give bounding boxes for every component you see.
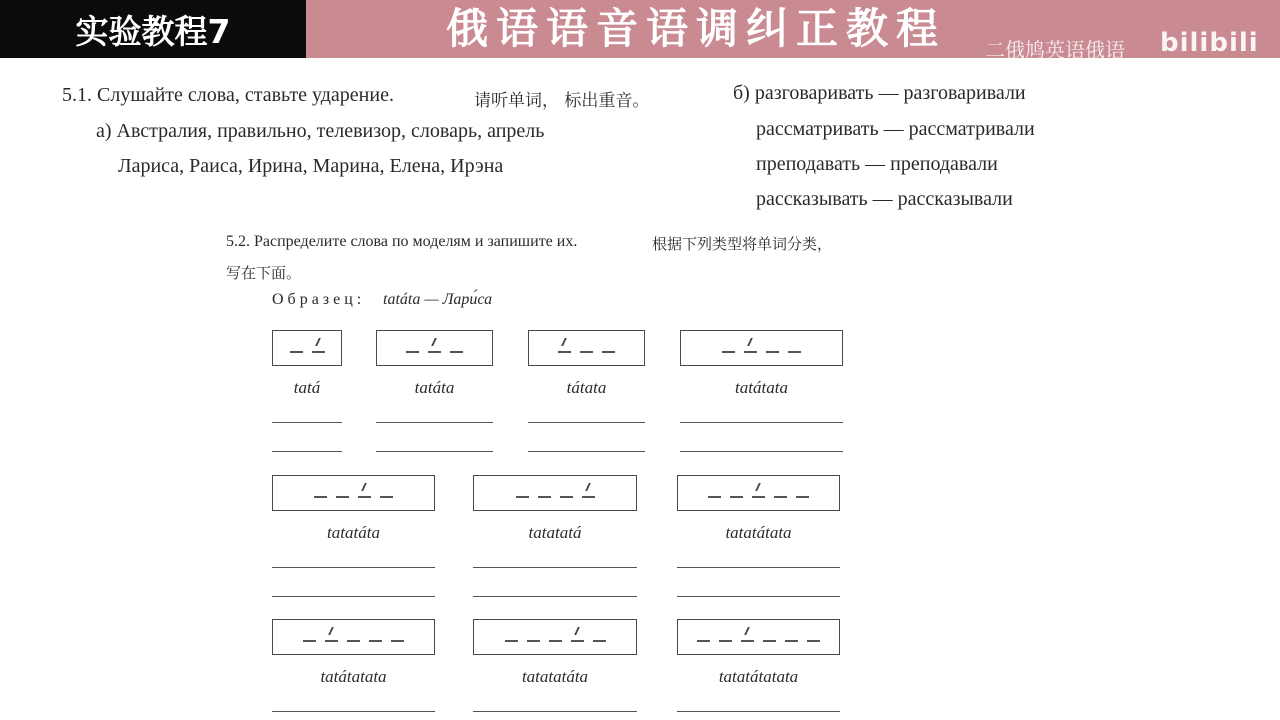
answer-line[interactable] — [528, 451, 645, 452]
stress-pattern-label: tatatatáta — [521, 667, 589, 686]
stress-pattern-label: tatátata — [735, 378, 788, 397]
stress-pattern-label: tatátatata — [320, 667, 387, 686]
exercise-51-b-line: преподавать — преподавали — [756, 153, 998, 175]
syllable-mark — [697, 640, 710, 642]
stress-pattern-box — [680, 330, 843, 366]
syllable-mark — [580, 351, 593, 353]
exercise-52-heading-cn-cont: 写在下面。 — [226, 264, 302, 282]
syllable-mark — [785, 640, 798, 642]
syllable-mark — [722, 351, 735, 353]
syllable-mark — [807, 640, 820, 642]
answer-line[interactable] — [680, 451, 843, 452]
stress-pattern-label: tatatátata — [725, 523, 792, 542]
lesson-banner — [0, 0, 306, 58]
stressed-syllable-mark — [312, 351, 325, 353]
stressed-syllable-mark — [752, 496, 765, 498]
stress-pattern-box — [677, 619, 840, 655]
exercise-51-heading-cn: 请听单词， 标出重音。 — [474, 91, 650, 111]
exercise-51-b-line: б) разговаривать — разговаривали — [733, 82, 1026, 104]
channel-watermark: 二俄鸠英语俄语 — [985, 38, 1125, 62]
syllable-mark — [730, 496, 743, 498]
answer-line[interactable] — [272, 422, 342, 423]
exercise-51-a-line2: Лариса, Раиса, Ирина, Марина, Елена, Ирэна — [118, 155, 504, 177]
answer-line[interactable] — [473, 567, 637, 568]
syllable-mark — [303, 640, 316, 642]
sample-value: tatáta — Лари́са — [383, 291, 493, 308]
stressed-syllable-mark — [325, 640, 338, 642]
syllable-mark — [538, 496, 551, 498]
exercise-51-b-line: рассматривать — рассматривали — [756, 118, 1035, 140]
answer-line[interactable] — [376, 451, 493, 452]
answer-line[interactable] — [272, 711, 435, 712]
syllable-mark — [719, 640, 732, 642]
syllable-mark — [369, 640, 382, 642]
stress-pattern-label: tatáta — [414, 378, 455, 397]
stress-pattern-box — [272, 619, 435, 655]
stress-pattern-box — [272, 475, 435, 511]
answer-line[interactable] — [473, 596, 637, 597]
stressed-syllable-mark — [358, 496, 371, 498]
syllable-mark — [766, 351, 779, 353]
syllable-mark — [708, 496, 721, 498]
stress-pattern-label: tatatatá — [528, 523, 582, 542]
syllable-mark — [380, 496, 393, 498]
exercise-52-heading-cn: 根据下列类型将单词分类， — [652, 235, 833, 253]
stressed-syllable-mark — [571, 640, 584, 642]
sample-label: О б р а з е ц : — [272, 291, 362, 308]
stress-pattern-box — [528, 330, 645, 366]
exercise-51-a-line1: а) Австралия, правильно, телевизор, словарь, апрель — [96, 120, 545, 142]
syllable-mark — [347, 640, 360, 642]
syllable-mark — [314, 496, 327, 498]
answer-line[interactable] — [677, 711, 840, 712]
stress-pattern-label: tatá — [293, 378, 321, 397]
answer-line[interactable] — [376, 422, 493, 423]
exercise-51-heading: 5.1. Слушайте слова, ставьте ударение. — [62, 84, 394, 106]
answer-line[interactable] — [272, 451, 342, 452]
syllable-mark — [527, 640, 540, 642]
course-title: 俄语语音语调纠正教程 — [446, 4, 947, 53]
stress-pattern-box — [473, 475, 637, 511]
answer-line[interactable] — [272, 596, 435, 597]
stress-pattern-box — [272, 330, 342, 366]
stress-pattern-label: tatatáta — [327, 523, 380, 542]
answer-line[interactable] — [528, 422, 645, 423]
lesson-title: 实验教程7 — [75, 11, 231, 51]
answer-line[interactable] — [473, 711, 637, 712]
syllable-mark — [593, 640, 606, 642]
stress-pattern-label: tátata — [566, 378, 607, 397]
answer-line[interactable] — [677, 567, 840, 568]
syllable-mark — [796, 496, 809, 498]
answer-line[interactable] — [677, 596, 840, 597]
syllable-mark — [549, 640, 562, 642]
stress-pattern-box — [473, 619, 637, 655]
syllable-mark — [774, 496, 787, 498]
exercise-52-heading: 5.2. Распределите слова по моделям и запишите их. — [226, 233, 578, 250]
syllable-mark — [516, 496, 529, 498]
stress-pattern-box — [677, 475, 840, 511]
syllable-mark — [602, 351, 615, 353]
stressed-syllable-mark — [582, 496, 595, 498]
syllable-mark — [763, 640, 776, 642]
bilibili-logo: bilibili — [1160, 28, 1259, 58]
syllable-mark — [450, 351, 463, 353]
answer-line[interactable] — [272, 567, 435, 568]
syllable-mark — [505, 640, 518, 642]
syllable-mark — [290, 351, 303, 353]
stressed-syllable-mark — [558, 351, 571, 353]
stressed-syllable-mark — [741, 640, 754, 642]
syllable-mark — [336, 496, 349, 498]
answer-line[interactable] — [680, 422, 843, 423]
syllable-mark — [391, 640, 404, 642]
exercise-51-b-line: рассказывать — рассказывали — [756, 188, 1013, 210]
stressed-syllable-mark — [428, 351, 441, 353]
syllable-mark — [406, 351, 419, 353]
syllable-mark — [788, 351, 801, 353]
stress-pattern-box — [376, 330, 493, 366]
stress-pattern-label: tatatátatata — [718, 667, 799, 686]
syllable-mark — [560, 496, 573, 498]
stressed-syllable-mark — [744, 351, 757, 353]
